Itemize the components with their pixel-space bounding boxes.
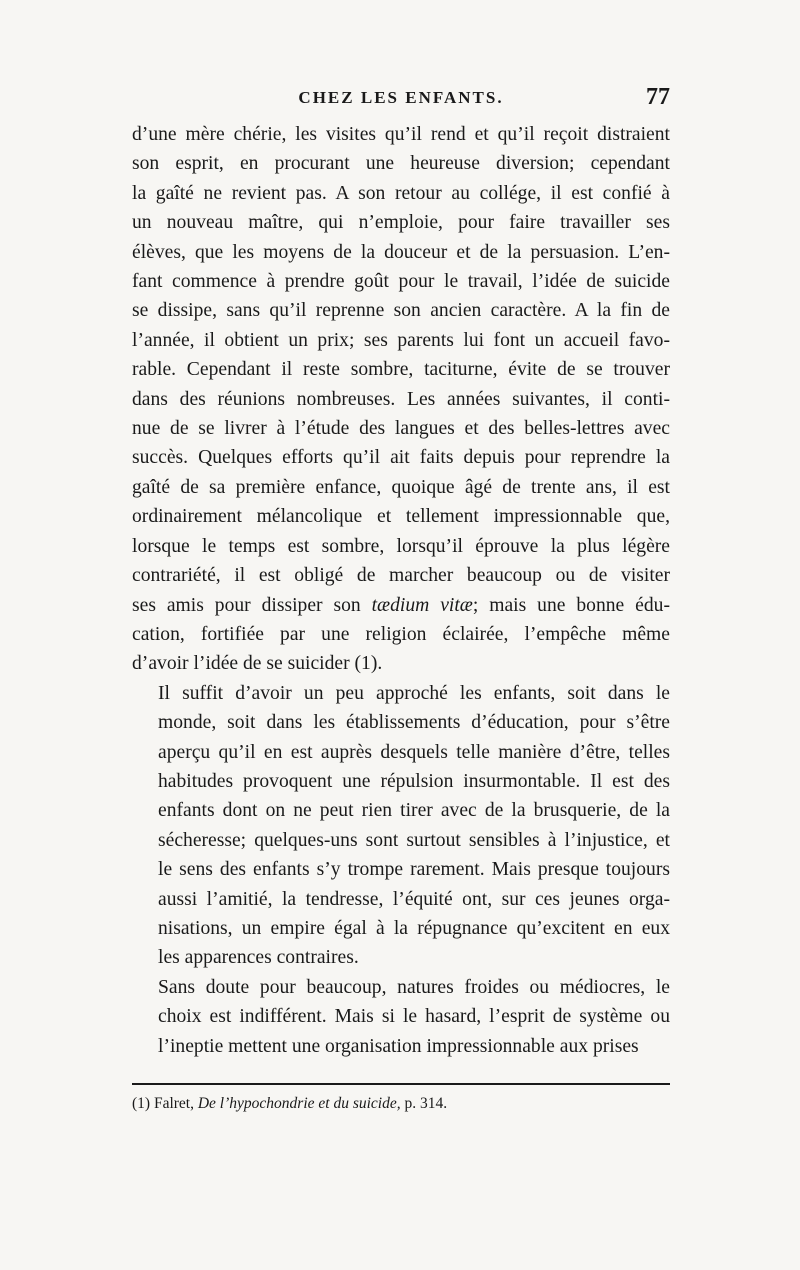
- text-line: Sans doute pour beaucoup, natures froides ou médiocres, le: [158, 976, 670, 998]
- footnote-marker: (1): [132, 1095, 151, 1112]
- footnote-author: Falret,: [153, 1095, 194, 1112]
- text-line: son esprit, en procurant une heureuse diversion; cependant: [132, 153, 670, 175]
- text-line: Il suffit d’avoir un peu approché les enfants, soit dans le: [158, 682, 670, 704]
- text-line: ordinairement mélancolique et tellement impressionnable que,: [132, 506, 670, 528]
- text-line: un nouveau maître, qui n’emploie, pour faire travailler ses: [132, 212, 670, 234]
- running-head: [132, 84, 670, 120]
- book-page: [132, 84, 670, 1113]
- page-number: 77: [646, 84, 670, 110]
- text-line: succès. Quelques efforts qu’il ait faits depuis pour reprendre la: [132, 447, 670, 469]
- text-line: aperçu qu’il en est auprès desquels telle manière d’être, telles: [158, 741, 670, 763]
- text-line: la gaîté ne revient pas. A son retour au collége, il est confié à: [132, 182, 670, 204]
- text-line: l’année, il obtient un prix; ses parents lui font un accueil favo-: [132, 329, 670, 351]
- text-line: sécheresse; quelques-uns sont surtout sensibles à l’injustice, et: [158, 829, 670, 851]
- paragraph: [132, 679, 670, 973]
- paragraph: [132, 120, 670, 679]
- text-line: gaîté de sa première enfance, quoique âgé de trente ans, il est: [132, 476, 670, 498]
- text-line: se dissipe, sans qu’il reprenne son ancien caractère. A la fin de: [132, 300, 670, 322]
- text-line: d’avoir l’idée de se suicider (1).: [132, 653, 383, 675]
- text-line: fant commence à prendre goût pour le travail, l’idée de suicide: [132, 271, 670, 293]
- text-line: choix est indifférent. Mais si le hasard, l’esprit de système ou: [158, 1006, 670, 1028]
- text-line: dans des réunions nombreuses. Les années suivantes, il conti-: [132, 388, 670, 410]
- text-line: le sens des enfants s’y trompe rarement. Mais presque toujours: [158, 859, 670, 881]
- footnote-rule: [132, 1083, 670, 1085]
- text-line: contrariété, il est obligé de marcher beaucoup ou de visiter: [132, 565, 670, 587]
- text-line: d’une mère chérie, les visites qu’il rend et qu’il reçoit distraient: [132, 124, 670, 145]
- text-line: élèves, que les moyens de la douceur et de la persuasion. L’en-: [132, 241, 670, 263]
- text-line: nisations, un empire égal à la répugnance qu’excitent en eux: [158, 917, 670, 939]
- running-title: CHEZ LES ENFANTS.: [298, 88, 504, 107]
- text-line: cation, fortifiée par une religion éclairée, l’empêche même: [132, 623, 670, 645]
- footnote: [132, 1095, 670, 1113]
- text-line: aussi l’amitié, la tendresse, l’équité ont, sur ces jeunes orga-: [158, 888, 670, 910]
- footnote-title: De l’hypochondrie et du suicide,: [197, 1095, 401, 1112]
- text-line: rable. Cependant il reste sombre, taciturne, évite de se trouver: [132, 359, 670, 381]
- text-line: enfants dont on ne peut rien tirer avec de la brusquerie, de la: [158, 800, 670, 822]
- text-line: nue de se livrer à l’étude des langues et des belles-lettres avec: [132, 418, 670, 440]
- footnote-page: p. 314.: [404, 1095, 448, 1112]
- text-line: ses amis pour dissiper son tædium vitæ; mais une bonne édu-: [132, 594, 670, 616]
- body-text: [132, 120, 670, 1061]
- text-line: lorsque le temps est sombre, lorsqu’il éprouve la plus légère: [132, 535, 670, 557]
- paragraph: [132, 973, 670, 1061]
- text-line: monde, soit dans les établissements d’éducation, pour s’être: [158, 712, 670, 734]
- text-line: les apparences contraires.: [158, 947, 359, 969]
- text-line: l’ineptie mettent une organisation impressionnable aux prises: [158, 1035, 639, 1057]
- text-line: habitudes provoquent une répulsion insurmontable. Il est des: [158, 770, 670, 792]
- latin-phrase: tædium vitæ: [371, 594, 473, 616]
